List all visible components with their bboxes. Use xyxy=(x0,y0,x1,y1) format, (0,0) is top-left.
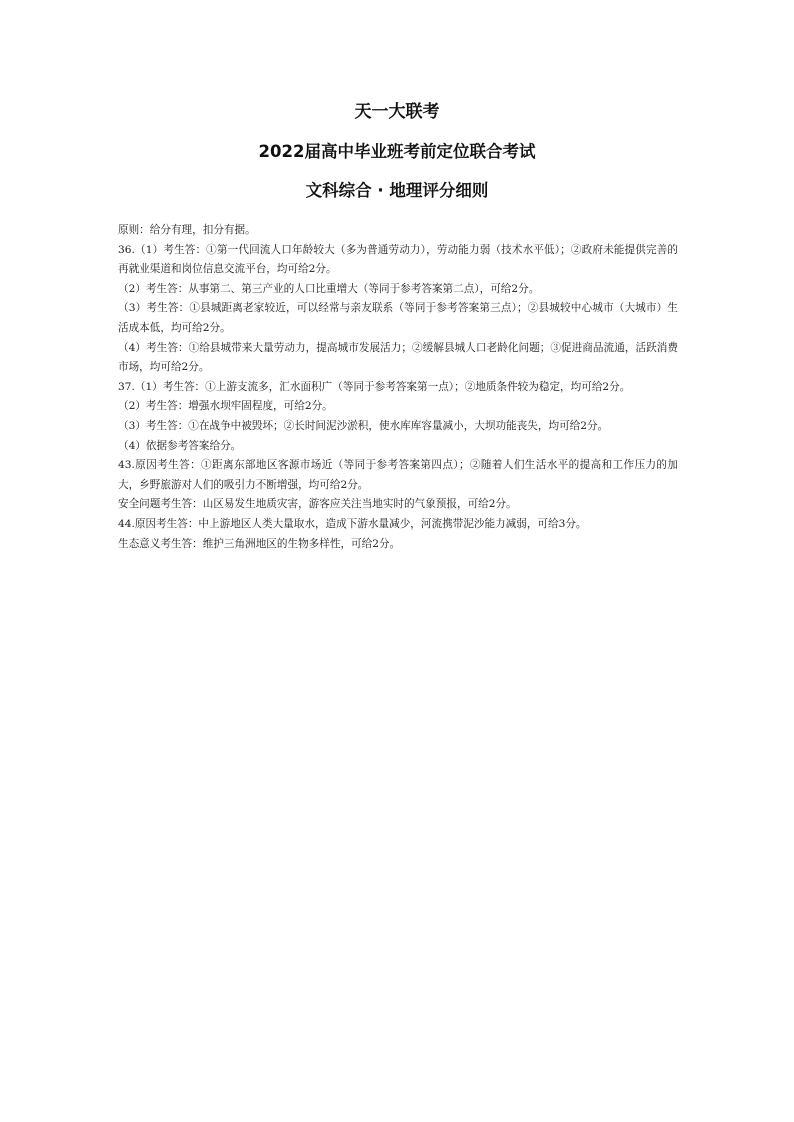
rubric-q44-reason: 44.原因考生答：中上游地区人类大量取水，造成下游水量减少，河流携带泥沙能力减弱，可给3分。 xyxy=(118,517,587,530)
title-subject-rubric: 文科综合 · 地理评分细则 xyxy=(305,180,489,200)
title-exam-name: 2022届高中毕业班考前定位联合考试 xyxy=(258,142,536,161)
rubric-principle: 原则：给分有理，扣分有据。 xyxy=(118,224,256,236)
rubric-q36-3: （3）考生答：①县城距离老家较近，可以经常与亲友联系（等同于参考答案第三点）；②县城较中心城市（大城市）生活成本低，均可给2分。 xyxy=(118,302,678,334)
rubric-q37-3: （3）考生答：①在战争中被毁坏；②长时间泥沙淤积，使水库库容量减小，大坝功能丧失，均可给2分。 xyxy=(118,419,609,432)
title-block xyxy=(0,104,794,199)
rubric-q43-safety: 安全问题考生答：山区易发生地质灾害，游客应关注当地实时的气象预报，可给2分。 xyxy=(118,498,517,511)
rubric-body xyxy=(118,221,678,554)
rubric-q43-reason: 43.原因考生答：①距离东部地区客源市场近（等同于参考答案第四点）；②随着人们生活水平的提高和工作压力的加大，乡野旅游对人们的吸引力不断增强，均可给2分。 xyxy=(118,459,678,491)
rubric-q37-1: 37.（1）考生答：①上游支流多，汇水面积广（等同于参考答案第一点）；②地质条件较为稳定，均可给2分。 xyxy=(118,380,631,393)
rubric-q36-2: （2）考生答：从事第二、第三产业的人口比重增大（等同于参考答案第二点），可给2分。 xyxy=(118,282,540,295)
rubric-q36-4: （4）考生答：①给县城带来大量劳动力，提高城市发展活力；②缓解县城人口老龄化问题；③促进商品流通，活跃消费市场，均可给2分。 xyxy=(118,341,678,374)
rubric-q36-1: 36.（1）考生答：①第一代回流人口年龄较大（多为普通劳动力），劳动能力弱（技术水平低）；②政府未能提供完善的再就业渠道和岗位信息交流平台，均可给2分。 xyxy=(118,243,678,276)
rubric-q44-ecology: 生态意义考生答：维护三角洲地区的生物多样性，可给2分。 xyxy=(118,537,401,550)
rubric-q37-2: （2）考生答：增强水坝牢固程度，可给2分。 xyxy=(118,400,333,413)
title-exam-alliance: 天一大联考 xyxy=(354,102,440,122)
rubric-q37-4: （4）依据参考答案给分。 xyxy=(118,439,242,452)
